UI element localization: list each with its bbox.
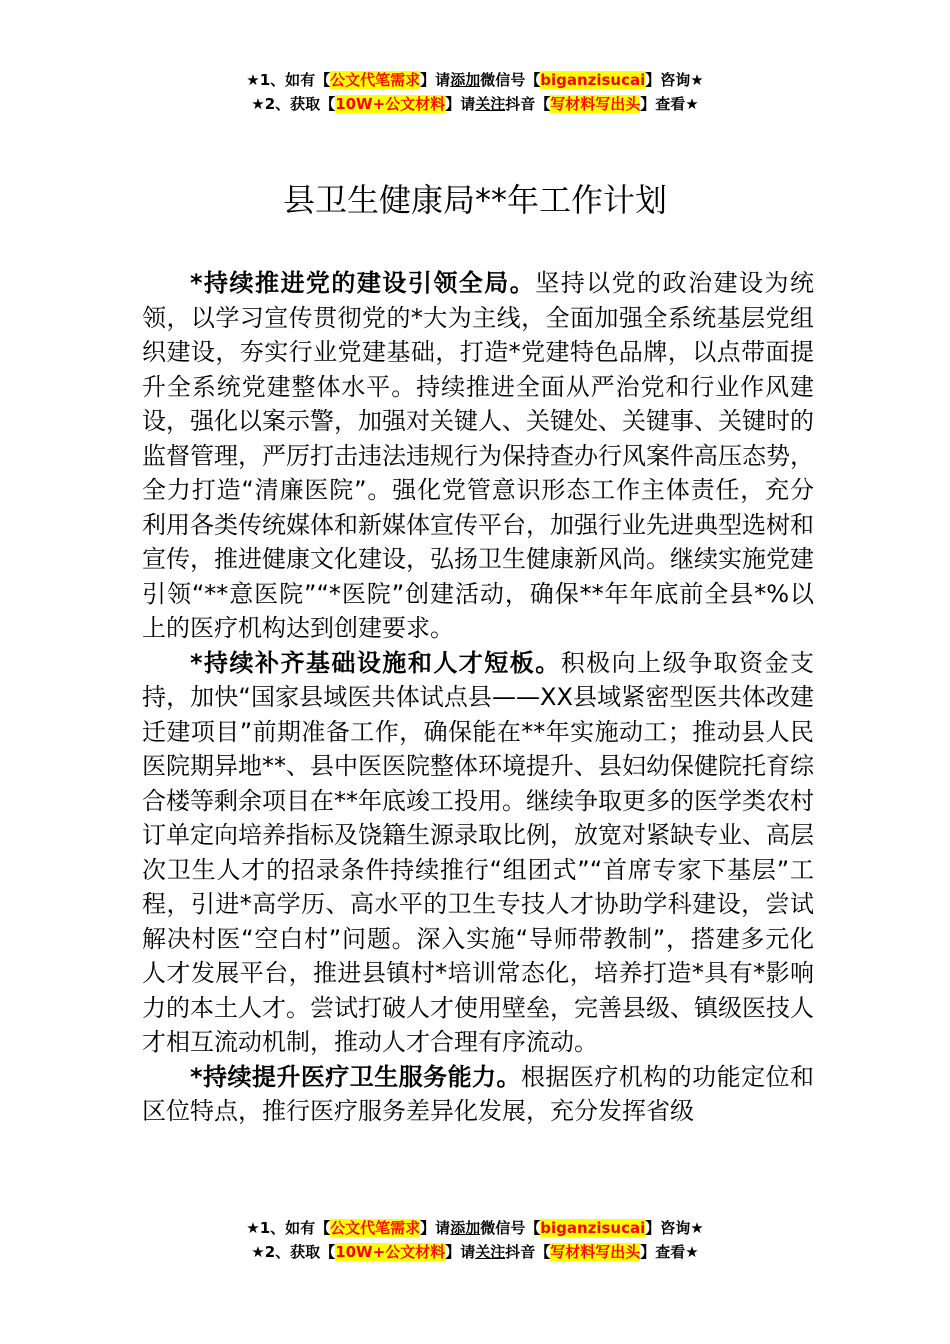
paragraph-infrastructure-talent bbox=[142, 646, 814, 1060]
paragraph-lead: *持续推进党的建设引领全局。 bbox=[190, 269, 536, 297]
promo-highlight: 公文代笔需求 bbox=[330, 1219, 421, 1237]
document-title: 县卫生健康局**年工作计划 bbox=[282, 181, 667, 219]
paragraph-text: 根据医疗机构的功能定位和区位特点，推行医疗服务差异化发展，充分发挥省级 bbox=[142, 1062, 815, 1125]
wechat-id-highlight: biganzisucai bbox=[540, 71, 646, 89]
promo-line-2: ★2、获取【10W+公文材料】请关注抖音【写材料写出头】查看★ bbox=[251, 1243, 699, 1261]
promo-highlight: 10W+公文材料 bbox=[335, 95, 446, 113]
paragraph-text: 积极向上级争取资金支持，加快“国家县域医共体试点县——XX县域紧密型医共体改建迁建项目”前期准备工作，确保能在**年实施动工；推动县人民医院期异地**、县中医医院整体环境提升、县妇幼保健院托育综合楼等剩余项目在**年底竣工投用。继续争取更多的医学类农村订单定向培养指标及饶籍生源录取比例，放宽对紧缺专业、高层次卫生人才的招录条件持续推行“组团式”“首席专家下基层”工程，引进*高学历、高水平的卫生专技人才协助学科建设，尝试解决村医“空白村”问题。深入实施“导师带教制”，搭建多元化人才发展平台，推进县镇村*培训常态化，培养打造*具有*影响力的本土人才。尝试打破人才使用壁垒，完善县级、镇级医技人才相互流动机制，推动人才合理有序流动。 bbox=[142, 648, 814, 1056]
promo-line-1: ★1、如有【公文代笔需求】请添加微信号【biganzisucai】咨询★ bbox=[246, 1219, 704, 1237]
douyin-id-highlight: 写材料写出头 bbox=[550, 1243, 641, 1261]
douyin-id-highlight: 写材料写出头 bbox=[550, 95, 641, 113]
paragraph-text: 坚持以党的政治建设为统领，以学习宣传贯彻党的*大为主线，全面加强全系统基层党组织建设，夯实行业党建基础，打造*党建特色品牌，以点带面提升全系统党建整体水平。持续推进全面从严治党和行业作风建设，强化以案示警，加强对关键人、关键处、关键事、关键时的监督管理，严厉打击违法违规行为保持查办行风案件高压态势，全力打造“清廉医院”。强化党管意识形态工作主体责任，充分利用各类传统媒体和新媒体宣传平台，加强行业先进典型选树和宣传，推进健康文化建设，弘扬卫生健康新风尚。继续实施党建引领“**意医院”“*医院”创建活动，确保**年年底前全县*%以上的医疗机构达到创建要求。 bbox=[142, 269, 814, 642]
paragraph-lead: *持续补齐基础设施和人才短板。 bbox=[190, 648, 561, 677]
promo-highlight: 公文代笔需求 bbox=[330, 71, 421, 89]
bottom-promo-banner bbox=[0, 1216, 950, 1264]
promo-line-1: ★1、如有【公文代笔需求】请添加微信号【biganzisucai】咨询★ bbox=[246, 71, 704, 89]
paragraph-lead: *持续提升医疗卫生服务能力。 bbox=[190, 1062, 521, 1091]
promo-highlight: 10W+公文材料 bbox=[335, 1243, 446, 1261]
document-body bbox=[142, 266, 814, 1129]
paragraph-medical-service bbox=[142, 1060, 814, 1129]
top-promo-banner bbox=[0, 68, 950, 116]
paragraph-party-building bbox=[142, 266, 814, 646]
promo-line-2: ★2、获取【10W+公文材料】请关注抖音【写材料写出头】查看★ bbox=[251, 95, 699, 113]
wechat-id-highlight: biganzisucai bbox=[540, 1219, 646, 1237]
